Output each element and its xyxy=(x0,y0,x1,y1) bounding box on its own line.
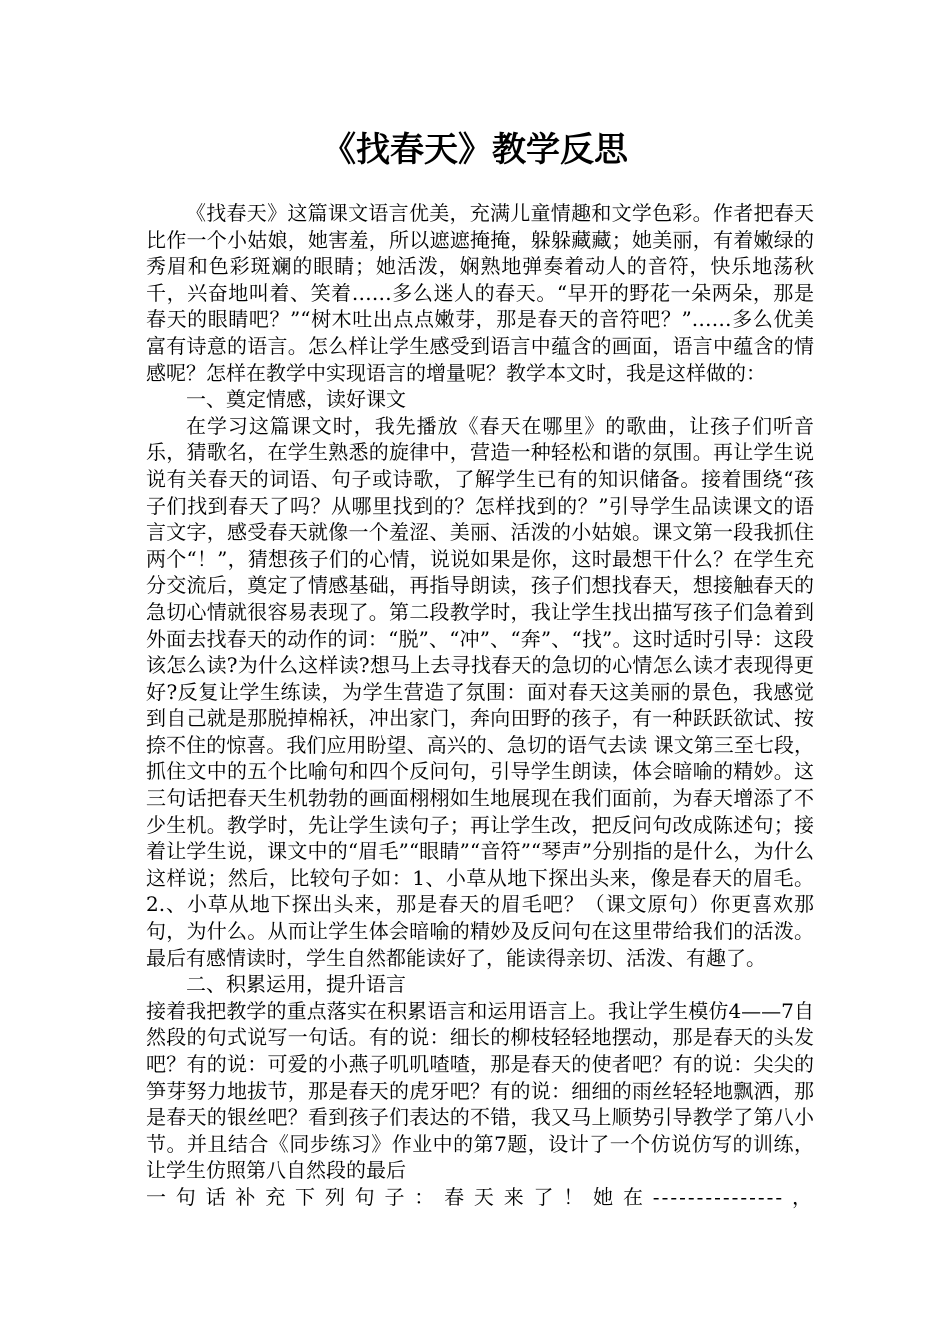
paragraph-intro: 《找春天》这篇课文语言优美，充满儿童情趣和文学色彩。作者把春天比作一个小姑娘，她害羞，所以遮遮掩掩，躲躲藏藏；她美丽，有着嫩绿的秀眉和色彩斑斓的眼睛；她活泼，娴熟地弹奏着动人的音符，快乐地荡秋千，兴奋地叫着、笑着……多么迷人的春天。“早开的野花一朵两朵，那是春天的眼睛吧？”“树木吐出点点嫩芽，那是春天的音符吧？”……多么优美富有诗意的语言。怎么样让学生感受到语言中蕴含的画面，语言中蕴含的情感呢？怎样在教学中实现语言的增量呢？教学本文时，我是这样做的： xyxy=(146,201,814,385)
document-body xyxy=(146,200,814,1211)
section-heading-2: 二、积累运用，提升语言 xyxy=(186,972,406,997)
paragraph-section-1: 在学习这篇课文时，我先播放《春天在哪里》的歌曲，让孩子们听音乐，猜歌名，在学生熟悉的旋律中，营造一种轻松和谐的氛围。再让学生说说有关春天的词语、句子或诗歌，了解学生已有的知识储备。接着围绕“孩子们找到春天了吗？从哪里找到的？怎样找到的？”引导学生品读课文的语言文字，感受春天就像一个羞涩、美丽、活泼的小姑娘。课文第一段我抓住两个“！”，猜想孩子们的心情，说说如果是你，这时最想干什么？在学生充分交流后，奠定了情感基础，再指导朗读，孩子们想找春天，想接触春天的急切心情就很容易表现了。第二段教学时，我让学生找出描写孩子们急着到外面去找春天的动作的词：“脱”、“冲”、“奔”、“找”。这时适时引导：这段该怎么读?为什么这样读?想马上去寻找春天的急切的心情怎么读才表现得更好?反复让学生练读，为学生营造了氛围：面对春天这美丽的景色，我感觉到自己就是那脱掉棉袄，冲出家门，奔向田野的孩子，有一种跃跃欲试、按捺不住的惊喜。我们应用盼望、高兴的、急切的语气去读 课文第三至七段，抓住文中的五个比喻句和四个反问句，引导学生朗读，体会暗喻的精妙。这三句话把春天生机勃勃的画面栩栩如生地展现在我们面前，为春天增添了不少生机。教学时，先让学生读句子；再让学生改，把反问句改成陈述句；接着让学生说，课文中的“眉毛”“眼睛”“音符”“琴声”分别指的是什么，为什么这样说；然后，比较句子如：1、小草从地下探出头来，像是春天的眉毛。2.、小草从地下探出头来，那是春天的眉毛吧？（课文原句）你更喜欢那句，为什么。从而让学生体会暗喻的精妙及反问句在这里带给我们的活泼。最后有感情读时，学生自然都能读好了，能读得亲切、活泼、有趣了。 xyxy=(146,413,814,970)
paragraph-section-2: 接着我把教学的重点落实在积累语言和运用语言上。我让学生模仿4——7自然段的句式说写一句话。有的说：细长的柳枝轻轻地摆动，那是春天的头发吧？有的说：可爱的小燕子叽叽喳喳，那是春天的使者吧？有的说：尖尖的笋芽努力地拔节，那是春天的虎牙吧？有的说：细细的雨丝轻轻地飘洒，那是春天的银丝吧？看到孩子们表达的不错，我又马上顺势引导教学了第八小节。并且结合《同步练习》作业中的第7题，设计了一个仿说仿写的训练，让学生仿照第八自然段的最后 xyxy=(146,998,814,1183)
section-heading-1: 一、奠定情感，读好课文 xyxy=(186,387,406,412)
paragraph-exercise: 一句话补充下列句子：春天来了！她在---------------， xyxy=(146,1184,814,1209)
document-title: 《找春天》教学反思 xyxy=(322,130,628,170)
